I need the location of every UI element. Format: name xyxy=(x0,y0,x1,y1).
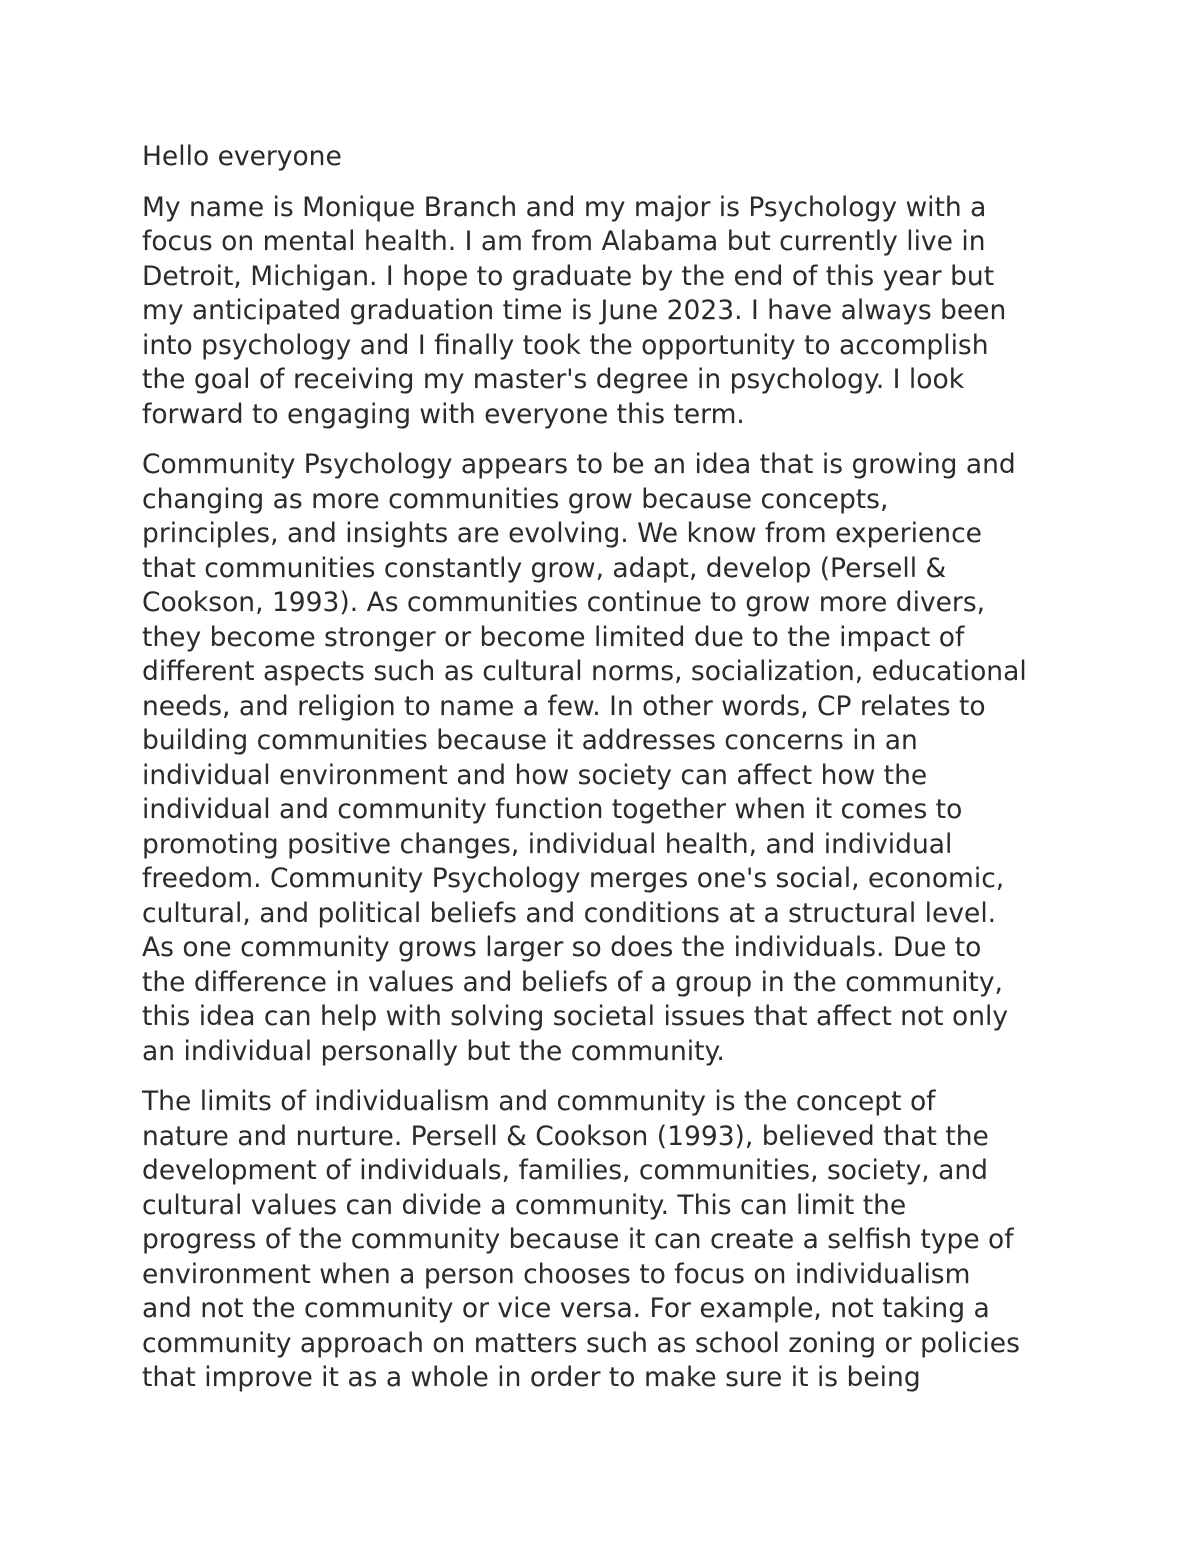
greeting-text: Hello everyone xyxy=(142,141,342,172)
paragraph-line: my anticipated graduation time is June 2023. I have always been xyxy=(142,295,1007,326)
paragraph-line: individual and community function together when it comes to xyxy=(142,794,963,825)
paragraph-line: focus on mental health. I am from Alabama but currently live in xyxy=(142,226,986,257)
paragraph-line: As one community grows larger so does the individuals. Due to xyxy=(142,932,982,963)
paragraph-line: cultural, and political beliefs and conditions at a structural level. xyxy=(142,897,997,929)
paragraph-line: this idea can help with solving societal issues that affect not only xyxy=(142,1001,1009,1032)
paragraph-line: Cookson, 1993). As communities continue to grow more divers, xyxy=(142,587,986,618)
paragraph-line: different aspects such as cultural norms, socialization, educational xyxy=(142,656,1027,687)
paragraph-line: individual environment and how society can affect how the xyxy=(142,759,928,791)
introduction-paragraph xyxy=(142,191,1072,433)
paragraph-line: forward to engaging with everyone this term. xyxy=(142,398,745,430)
paragraph-line: building communities because it addresses concerns in an xyxy=(142,725,918,756)
paragraph-line: cultural values can divide a community. This can limit the xyxy=(142,1189,907,1221)
greeting-paragraph xyxy=(142,140,1072,175)
paragraph-line: that communities constantly grow, adapt, develop (Persell & xyxy=(142,552,947,584)
document-page xyxy=(142,140,1072,1412)
paragraph-line: promoting positive changes, individual health, and individual xyxy=(142,828,953,860)
paragraph-line: freedom. Community Psychology merges one's social, economic, xyxy=(142,863,1005,894)
paragraph-line: nature and nurture. Persell & Cookson (1993), believed that the xyxy=(142,1120,989,1152)
paragraph-line: development of individuals, families, communities, society, and xyxy=(142,1155,988,1186)
paragraph-line: My name is Monique Branch and my major is Psychology with a xyxy=(142,191,987,223)
paragraph-line: they become stronger or become limited due to the impact of xyxy=(142,621,965,653)
paragraph-line: changing as more communities grow because concepts, xyxy=(142,483,889,515)
individualism-paragraph xyxy=(142,1085,1072,1396)
paragraph-line: the difference in values and beliefs of a group in the community, xyxy=(142,966,1003,998)
paragraph-line: needs, and religion to name a few. In other words, CP relates to xyxy=(142,690,986,722)
paragraph-line: the goal of receiving my master's degree in psychology. I look xyxy=(142,364,965,395)
community-psychology-paragraph xyxy=(142,448,1072,1069)
paragraph-line: that improve it as a whole in order to make sure it is being xyxy=(142,1362,921,1393)
paragraph-line: The limits of individualism and community is the concept of xyxy=(142,1086,936,1117)
paragraph-line: community approach on matters such as school zoning or policies xyxy=(142,1327,1020,1359)
paragraph-line: Detroit, Michigan. I hope to graduate by the end of this year but xyxy=(142,260,995,292)
paragraph-line: into psychology and I finally took the opportunity to accomplish xyxy=(142,329,989,361)
paragraph-line: an individual personally but the community. xyxy=(142,1035,725,1067)
paragraph-line: environment when a person chooses to focus on individualism xyxy=(142,1258,971,1290)
paragraph-line: and not the community or vice versa. For example, not taking a xyxy=(142,1293,990,1324)
paragraph-line: principles, and insights are evolving. We know from experience xyxy=(142,518,982,549)
paragraph-line: progress of the community because it can create a selfish type of xyxy=(142,1224,1014,1255)
paragraph-line: Community Psychology appears to be an idea that is growing and xyxy=(142,449,1016,480)
